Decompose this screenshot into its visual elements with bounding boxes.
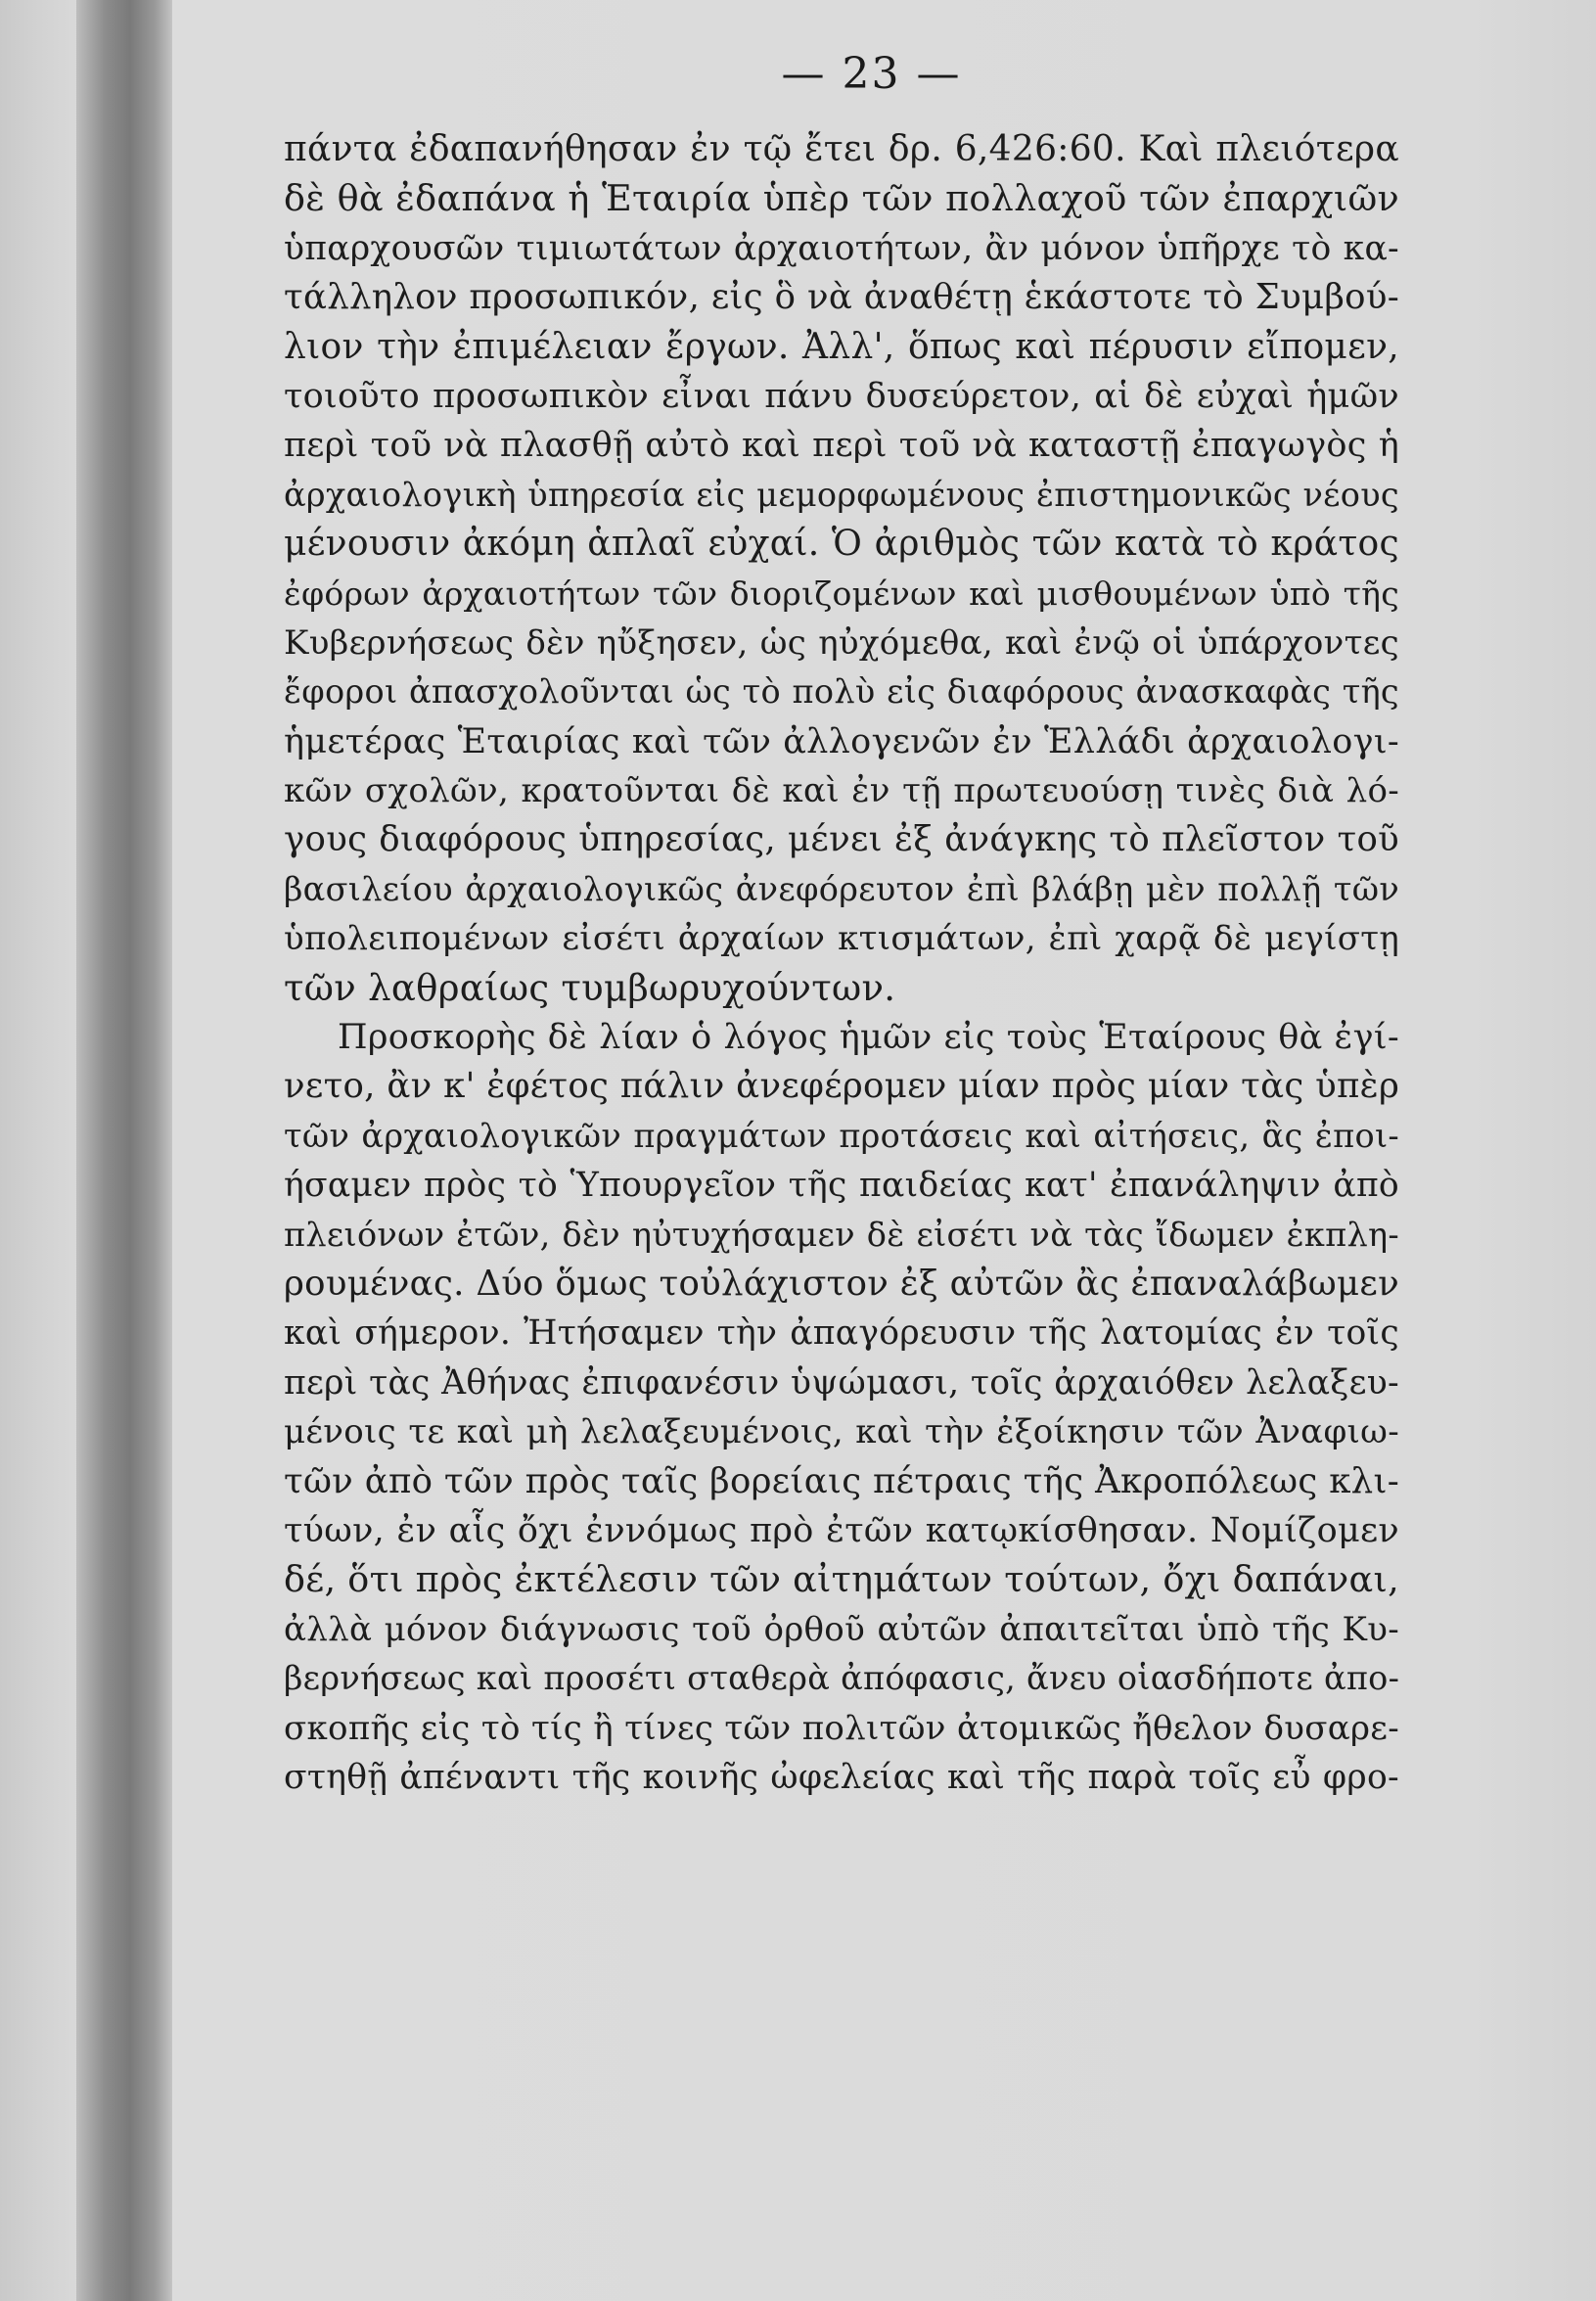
- text-line: δέ, ὅτι πρὸς ἐκτέλεσιν τῶν αἰτημάτων τούτων, ὄχι δαπάναι,: [284, 1558, 1399, 1601]
- binding-shadow: [76, 0, 172, 2301]
- text-line: ρουμένας. Δύο ὅμως τοὐλάχιστον ἐξ αὐτῶν ἂς ἐπαναλάβωμεν: [284, 1263, 1399, 1304]
- text-line: ἡμετέρας Ἑταιρίας καὶ τῶν ἀλλογενῶν ἐν Ἑλλάδι ἀρχαιολογι-: [284, 721, 1399, 761]
- text-line: κῶν σχολῶν, κρατοῦνται δὲ καὶ ἐν τῇ πρωτευούσῃ τινὲς διὰ λό-: [284, 771, 1399, 811]
- text-line: στηθῇ ἀπέναντι τῆς κοινῆς ὠφελείας καὶ τῆς παρὰ τοῖς εὖ φρο-: [284, 1757, 1399, 1797]
- text-line: βασιλείου ἀρχαιολογικῶς ἀνεφόρευτον ἐπὶ βλάβῃ μὲν πολλῇ τῶν: [284, 869, 1399, 908]
- paragraph-2: [284, 1013, 1399, 1802]
- text-line: καὶ σήμερον. Ἠτήσαμεν τὴν ἀπαγόρευσιν τῆς λατομίας ἐν τοῖς: [284, 1313, 1399, 1354]
- text-line: πάντα ἐδαπανήθησαν ἐν τῷ ἔτει δρ. 6,426:60. Καὶ πλειότερα: [284, 129, 1399, 169]
- text-line: ήσαμεν πρὸς τὸ Ὑπουργεῖον τῆς παιδείας κατ' ἐπανάληψιν ἀπὸ: [284, 1166, 1399, 1206]
- text-line: μένοις τε καὶ μὴ λελαξευμένοις, καὶ τὴν ἐξοίκησιν τῶν Ἀναφιω-: [284, 1412, 1399, 1452]
- text-line: ὑπολειπομένων εἰσέτι ἀρχαίων κτισμάτων, ἐπὶ χαρᾷ δὲ μεγίστῃ: [284, 919, 1399, 959]
- text-line: ἐφόρων ἀρχαιοτήτων τῶν διοριζομένων καὶ μισθουμένων ὑπὸ τῆς: [284, 574, 1399, 613]
- body-text: [284, 125, 1399, 1802]
- text-line: Προσκορὴς δὲ λίαν ὁ λόγος ἡμῶν εἰς τοὺς Ἑταίρους θὰ ἐγί-: [338, 1018, 1399, 1058]
- text-line: τῶν ἀπὸ τῶν πρὸς ταῖς βορείαις πέτραις τῆς Ἀκροπόλεως κλι-: [284, 1460, 1399, 1501]
- text-line: νετο, ἂν κ' ἐφέτος πάλιν ἀνεφέρομεν μίαν πρὸς μίαν τὰς ὑπὲρ: [284, 1066, 1400, 1107]
- text-line: ἀλλὰ μόνον διάγνωσις τοῦ ὀρθοῦ αὐτῶν ἀπαιτεῖται ὑπὸ τῆς Κυ-: [284, 1609, 1399, 1649]
- text-line: τῶν λαθραίως τυμβωρυχούντων.: [284, 966, 896, 1009]
- text-line: ὑπαρχουσῶν τιμιωτάτων ἀρχαιοτήτων, ἂν μόνον ὑπῆρχε τὸ κα-: [284, 228, 1399, 268]
- text-line: πλειόνων ἐτῶν, δὲν ηὐτυχήσαμεν δὲ εἰσέτι νὰ τὰς ἴδωμεν ἐκπλη-: [284, 1215, 1399, 1254]
- text-line: τάλληλον προσωπικόν, εἰς ὃ νὰ ἀναθέτῃ ἑκάστοτε τὸ Συμβού-: [284, 277, 1399, 318]
- text-line: τῶν ἀρχαιολογικῶν πραγμάτων προτάσεις καὶ αἰτήσεις, ἃς ἐποι-: [284, 1116, 1399, 1155]
- text-line: μένουσιν ἀκόμη ἁπλαῖ εὐχαί. Ὁ ἀριθμὸς τῶν κατὰ τὸ κράτος: [284, 524, 1399, 565]
- page-number: — 23 —: [781, 49, 962, 99]
- text-line: τοιοῦτο προσωπικὸν εἶναι πάνυ δυσεύρετον, αἱ δὲ εὐχαὶ ἡμῶν: [284, 376, 1399, 416]
- text-line: γους διαφόρους ὑπηρεσίας, μένει ἐξ ἀνάγκης τὸ πλεῖστον τοῦ: [284, 819, 1399, 860]
- paragraph-1: [284, 125, 1399, 1013]
- text-line: βερνήσεως καὶ προσέτι σταθερὰ ἀπόφασις, ἄνευ οἱασδήποτε ἀπο-: [284, 1659, 1400, 1698]
- text-line: ἀρχαιολογικὴ ὑπηρεσία εἰς μεμορφωμένους ἐπιστημονικῶς νέους: [284, 475, 1399, 514]
- text-line: δὲ θὰ ἐδαπάνα ἡ Ἑταιρία ὑπὲρ τῶν πολλαχοῦ τῶν ἐπαρχιῶν: [284, 177, 1399, 220]
- text-line: Κυβερνήσεως δὲν ηὔξησεν, ὡς ηὐχόμεθα, καὶ ἐνῷ οἱ ὑπάρχοντες: [284, 622, 1399, 663]
- text-line: τύων, ἐν αἷς ὄχι ἐννόμως πρὸ ἐτῶν κατῳκίσθησαν. Νομίζομεν: [284, 1510, 1399, 1550]
- text-line: σκοπῆς εἰς τὸ τίς ἢ τίνες τῶν πολιτῶν ἀτομικῶς ἤθελον δυσαρε-: [284, 1708, 1399, 1748]
- text-line: περὶ τὰς Ἀθήνας ἐπιφανέσιν ὑψώμασι, τοῖς ἀρχαιόθεν λελαξευ-: [284, 1362, 1399, 1403]
- text-line: περὶ τοῦ νὰ πλασθῇ αὐτὸ καὶ περὶ τοῦ νὰ καταστῇ ἐπαγωγὸς ἡ: [284, 426, 1399, 466]
- text-line: ἔφοροι ἀπασχολοῦνται ὡς τὸ πολὺ εἰς διαφόρους ἀνασκαφὰς τῆς: [284, 672, 1399, 712]
- text-line: λιον τὴν ἐπιμέλειαν ἔργων. Ἀλλ', ὅπως καὶ πέρυσιν εἴπομεν,: [284, 326, 1399, 367]
